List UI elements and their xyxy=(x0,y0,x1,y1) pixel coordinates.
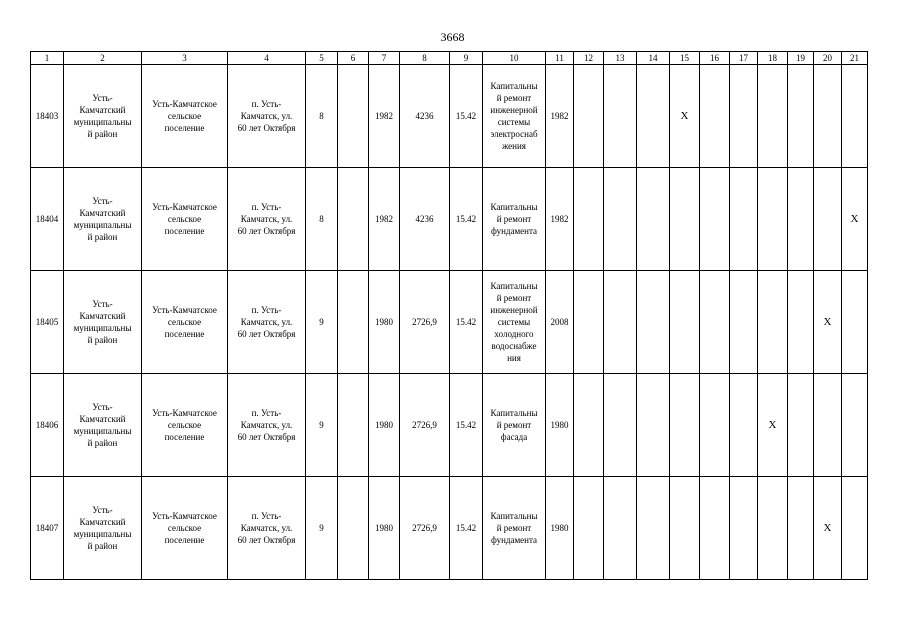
header-cell-17: 17 xyxy=(730,52,758,65)
table-row xyxy=(31,374,868,477)
empty-cell xyxy=(730,477,758,580)
rate-cell: 15.42 xyxy=(450,271,483,374)
district-cell xyxy=(64,271,142,374)
work-year-cell: 1982 xyxy=(546,168,574,271)
work-type-cell xyxy=(483,271,546,374)
cell-line: муниципальны xyxy=(73,426,132,436)
row-number-cell: 18403 xyxy=(31,65,64,168)
empty-cell xyxy=(788,271,814,374)
cell-line: электроснаб xyxy=(490,129,538,139)
row-number-cell: 18406 xyxy=(31,374,64,477)
cell-line: Камчатск, ул. xyxy=(240,420,293,430)
header-cell-21: 21 xyxy=(842,52,868,65)
cell-line: й район xyxy=(87,335,118,345)
header-cell-8: 8 xyxy=(400,52,450,65)
mark-cell: X xyxy=(670,65,700,168)
cell-line: й ремонт xyxy=(496,293,532,303)
cell-line: 60 лет Октября xyxy=(237,123,296,133)
header-cell-1: 1 xyxy=(31,52,64,65)
cell-line: поселение xyxy=(164,432,205,442)
rate-cell: 15.42 xyxy=(450,168,483,271)
header-cell-9: 9 xyxy=(450,52,483,65)
cell-line: 60 лет Октября xyxy=(237,226,296,236)
cell-line: й ремонт xyxy=(496,420,532,430)
cell-line: Усть- xyxy=(92,505,113,515)
row-number-cell: 18405 xyxy=(31,271,64,374)
cell-line: Усть-Камчатское xyxy=(152,511,217,521)
mark-cell: X xyxy=(758,374,788,477)
cell-line: 60 лет Октября xyxy=(237,329,296,339)
col6-cell xyxy=(338,374,369,477)
empty-cell xyxy=(604,271,637,374)
rate-cell: 15.42 xyxy=(450,374,483,477)
district-cell xyxy=(64,65,142,168)
empty-cell xyxy=(730,168,758,271)
empty-cell xyxy=(574,271,604,374)
address-cell xyxy=(228,477,306,580)
cell-line: Камчатский xyxy=(79,414,126,424)
header-cell-3: 3 xyxy=(142,52,228,65)
cell-line: жения xyxy=(502,141,526,151)
empty-cell xyxy=(758,271,788,374)
district-cell xyxy=(64,374,142,477)
district-cell xyxy=(64,168,142,271)
cell-line: Камчатск, ул. xyxy=(240,214,293,224)
table-row xyxy=(31,477,868,580)
table-row xyxy=(31,65,868,168)
cell-line: поселение xyxy=(164,123,205,133)
cell-line: й район xyxy=(87,232,118,242)
cell-line: Усть-Камчатское xyxy=(152,305,217,315)
floors-cell: 9 xyxy=(306,271,338,374)
row-number-cell: 18407 xyxy=(31,477,64,580)
work-type-cell xyxy=(483,65,546,168)
settlement-cell xyxy=(142,65,228,168)
cell-line: Усть- xyxy=(92,299,113,309)
cell-line: системы xyxy=(497,317,531,327)
cell-line: Камчатский xyxy=(79,208,126,218)
empty-cell xyxy=(842,65,868,168)
year-cell: 1980 xyxy=(369,477,400,580)
cell-line: Камчатский xyxy=(79,105,126,115)
empty-cell xyxy=(814,168,842,271)
cell-line: Камчатск, ул. xyxy=(240,317,293,327)
empty-cell xyxy=(574,477,604,580)
empty-cell xyxy=(788,374,814,477)
empty-cell xyxy=(637,271,670,374)
empty-cell xyxy=(574,374,604,477)
cell-line: й район xyxy=(87,438,118,448)
header-cell-15: 15 xyxy=(670,52,700,65)
cell-line: поселение xyxy=(164,329,205,339)
address-cell xyxy=(228,65,306,168)
header-cell-10: 10 xyxy=(483,52,546,65)
cell-line: й ремонт xyxy=(496,93,532,103)
floors-cell: 8 xyxy=(306,168,338,271)
empty-cell xyxy=(758,65,788,168)
cell-line: Капитальны xyxy=(490,81,538,91)
cell-line: фасада xyxy=(500,432,528,442)
cell-line: Усть- xyxy=(92,93,113,103)
work-type-cell xyxy=(483,374,546,477)
empty-cell xyxy=(730,65,758,168)
cell-line: сельское xyxy=(167,317,202,327)
mark-cell: X xyxy=(814,477,842,580)
cell-line: инженерной xyxy=(490,105,538,115)
floors-cell: 9 xyxy=(306,477,338,580)
empty-cell xyxy=(637,477,670,580)
work-year-cell: 1980 xyxy=(546,374,574,477)
floors-cell: 9 xyxy=(306,374,338,477)
mark-cell: X xyxy=(842,168,868,271)
work-type-cell xyxy=(483,477,546,580)
cell-line: й район xyxy=(87,129,118,139)
col6-cell xyxy=(338,271,369,374)
work-year-cell: 2008 xyxy=(546,271,574,374)
header-cell-4: 4 xyxy=(228,52,306,65)
empty-cell xyxy=(637,374,670,477)
empty-cell xyxy=(574,65,604,168)
cell-line: поселение xyxy=(164,535,205,545)
header-cell-6: 6 xyxy=(338,52,369,65)
empty-cell xyxy=(637,65,670,168)
table-row xyxy=(31,271,868,374)
empty-cell xyxy=(788,168,814,271)
floors-cell: 8 xyxy=(306,65,338,168)
empty-cell xyxy=(730,271,758,374)
cell-line: й ремонт xyxy=(496,214,532,224)
empty-cell xyxy=(814,65,842,168)
row-number-cell: 18404 xyxy=(31,168,64,271)
table-row xyxy=(31,168,868,271)
empty-cell xyxy=(604,65,637,168)
cell-line: Камчатский xyxy=(79,517,126,527)
cell-line: Усть-Камчатское xyxy=(152,202,217,212)
cell-line: Камчатск, ул. xyxy=(240,523,293,533)
cell-line: муниципальны xyxy=(73,323,132,333)
mark-cell: X xyxy=(814,271,842,374)
address-cell xyxy=(228,374,306,477)
empty-cell xyxy=(604,374,637,477)
cell-line: поселение xyxy=(164,226,205,236)
empty-cell xyxy=(700,374,730,477)
cell-line: п. Усть- xyxy=(251,511,282,521)
cell-line: п. Усть- xyxy=(251,408,282,418)
empty-cell xyxy=(637,168,670,271)
cell-line: Усть-Камчатское xyxy=(152,408,217,418)
cell-line: п. Усть- xyxy=(251,305,282,315)
cell-line: 60 лет Октября xyxy=(237,432,296,442)
area-cell: 2726,9 xyxy=(400,271,450,374)
settlement-cell xyxy=(142,477,228,580)
cell-line: сельское xyxy=(167,420,202,430)
cell-line: муниципальны xyxy=(73,117,132,127)
cell-line: сельское xyxy=(167,111,202,121)
empty-cell xyxy=(842,271,868,374)
district-cell xyxy=(64,477,142,580)
empty-cell xyxy=(758,168,788,271)
cell-line: инженерной xyxy=(490,305,538,315)
empty-cell xyxy=(788,477,814,580)
header-cell-5: 5 xyxy=(306,52,338,65)
empty-cell xyxy=(670,477,700,580)
empty-cell xyxy=(788,65,814,168)
empty-cell xyxy=(670,271,700,374)
cell-line: сельское xyxy=(167,523,202,533)
empty-cell xyxy=(700,477,730,580)
settlement-cell xyxy=(142,168,228,271)
area-cell: 4236 xyxy=(400,168,450,271)
empty-cell xyxy=(700,271,730,374)
cell-line: п. Усть- xyxy=(251,202,282,212)
year-cell: 1980 xyxy=(369,271,400,374)
cell-line: Капитальны xyxy=(490,408,538,418)
cell-line: муниципальны xyxy=(73,220,132,230)
empty-cell xyxy=(670,168,700,271)
address-cell xyxy=(228,168,306,271)
cell-line: фундамента xyxy=(490,226,538,236)
cell-line: муниципальны xyxy=(73,529,132,539)
header-cell-2: 2 xyxy=(64,52,142,65)
cell-line: 60 лет Октября xyxy=(237,535,296,545)
empty-cell xyxy=(842,374,868,477)
cell-line: фундамента xyxy=(490,535,538,545)
registry-table xyxy=(30,51,868,580)
cell-line: Усть- xyxy=(92,402,113,412)
empty-cell xyxy=(758,477,788,580)
empty-cell xyxy=(700,168,730,271)
cell-line: Капитальны xyxy=(490,281,538,291)
page-number: 3668 xyxy=(440,30,465,44)
header-cell-11: 11 xyxy=(546,52,574,65)
header-row xyxy=(31,52,868,65)
empty-cell xyxy=(670,374,700,477)
header-cell-13: 13 xyxy=(604,52,637,65)
header-cell-16: 16 xyxy=(700,52,730,65)
empty-cell xyxy=(814,374,842,477)
header-cell-14: 14 xyxy=(637,52,670,65)
empty-cell xyxy=(842,477,868,580)
cell-line: й район xyxy=(87,541,118,551)
cell-line: ния xyxy=(507,353,521,363)
year-cell: 1982 xyxy=(369,168,400,271)
col6-cell xyxy=(338,477,369,580)
cell-line: водоснабже xyxy=(491,341,537,351)
settlement-cell xyxy=(142,271,228,374)
cell-line: й ремонт xyxy=(496,523,532,533)
empty-cell xyxy=(700,65,730,168)
table-body xyxy=(31,52,868,580)
area-cell: 2726,9 xyxy=(400,477,450,580)
col6-cell xyxy=(338,168,369,271)
area-cell: 2726,9 xyxy=(400,374,450,477)
empty-cell xyxy=(730,374,758,477)
cell-line: Камчатск, ул. xyxy=(240,111,293,121)
year-cell: 1980 xyxy=(369,374,400,477)
cell-line: Усть-Камчатское xyxy=(152,99,217,109)
cell-line: холодного xyxy=(494,329,534,339)
cell-line: Усть- xyxy=(92,196,113,206)
work-type-cell xyxy=(483,168,546,271)
cell-line: Камчатский xyxy=(79,311,126,321)
header-cell-20: 20 xyxy=(814,52,842,65)
cell-line: Капитальны xyxy=(490,202,538,212)
area-cell: 4236 xyxy=(400,65,450,168)
cell-line: п. Усть- xyxy=(251,99,282,109)
cell-line: системы xyxy=(497,117,531,127)
col6-cell xyxy=(338,65,369,168)
empty-cell xyxy=(574,168,604,271)
settlement-cell xyxy=(142,374,228,477)
year-cell: 1982 xyxy=(369,65,400,168)
work-year-cell: 1982 xyxy=(546,65,574,168)
work-year-cell: 1980 xyxy=(546,477,574,580)
rate-cell: 15.42 xyxy=(450,477,483,580)
rate-cell: 15.42 xyxy=(450,65,483,168)
cell-line: Капитальны xyxy=(490,511,538,521)
empty-cell xyxy=(604,477,637,580)
header-cell-12: 12 xyxy=(574,52,604,65)
header-cell-19: 19 xyxy=(788,52,814,65)
header-cell-18: 18 xyxy=(758,52,788,65)
header-cell-7: 7 xyxy=(369,52,400,65)
empty-cell xyxy=(604,168,637,271)
cell-line: сельское xyxy=(167,214,202,224)
address-cell xyxy=(228,271,306,374)
